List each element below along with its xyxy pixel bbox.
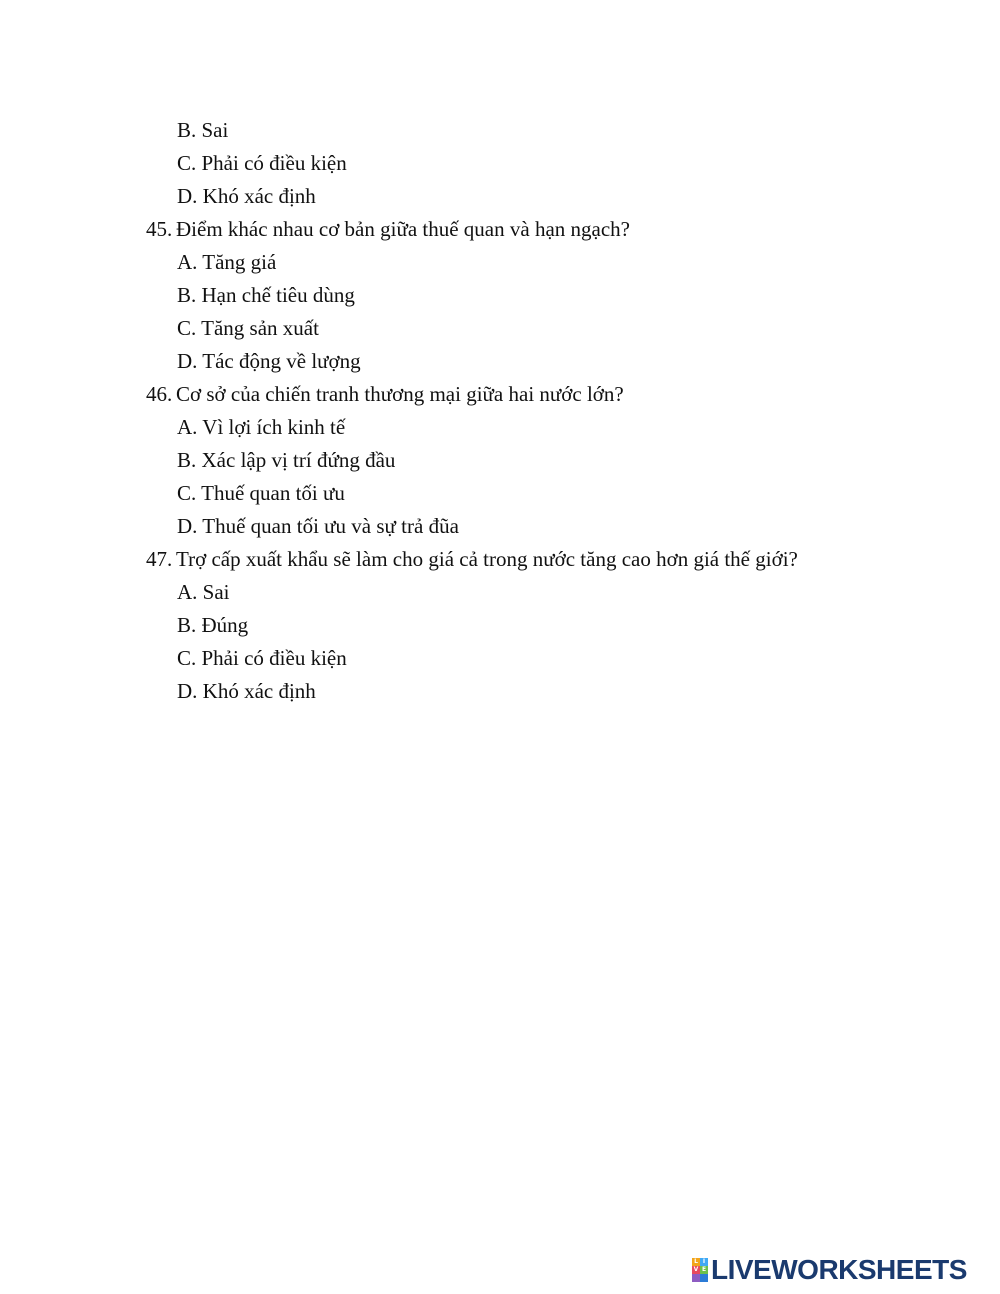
logo-block: I	[700, 1258, 708, 1266]
question-47-option-d: D. Khó xác định	[177, 679, 316, 703]
liveworksheets-logo	[692, 1256, 967, 1284]
question-47-option-b: B. Đúng	[177, 613, 249, 637]
question-45-option-a: A. Tăng giá	[177, 250, 277, 274]
logo-mark-icon	[692, 1258, 708, 1282]
question-45-text: Điểm khác nhau cơ bản giữa thuế quan và hạn ngạch?	[176, 217, 630, 241]
question-45-option-c: C. Tăng sản xuất	[177, 316, 319, 340]
option-c-prev: C. Phải có điều kiện	[177, 151, 347, 175]
logo-block: V	[693, 1266, 699, 1273]
option-b-prev: B. Sai	[177, 118, 229, 142]
logo-block	[692, 1274, 700, 1282]
question-45-number: 45.	[146, 217, 173, 241]
logo-block: E	[701, 1266, 707, 1273]
question-47-text: Trợ cấp xuất khẩu sẽ làm cho giá cả trong nước tăng cao hơn giá thế giới?	[176, 547, 798, 571]
question-46-text: Cơ sở của chiến tranh thương mại giữa hai nước lớn?	[176, 382, 624, 406]
question-47-option-a: A. Sai	[177, 580, 230, 604]
question-45-option-b: B. Hạn chế tiêu dùng	[177, 283, 355, 307]
question-46-option-d: D. Thuế quan tối ưu và sự trả đũa	[177, 514, 459, 538]
logo-block	[700, 1274, 708, 1282]
question-46-option-a: A. Vì lợi ích kinh tế	[177, 415, 346, 439]
logo-text: LIVEWORKSHEETS	[711, 1254, 967, 1285]
question-46-number: 46.	[146, 382, 173, 406]
question-46-option-c: C. Thuế quan tối ưu	[177, 481, 345, 505]
question-47-number: 47.	[146, 547, 173, 571]
logo-block: L	[692, 1258, 700, 1266]
question-46-option-b: B. Xác lập vị trí đứng đầu	[177, 448, 396, 472]
option-d-prev: D. Khó xác định	[177, 184, 316, 208]
question-45-option-d: D. Tác động về lượng	[177, 349, 361, 373]
question-47-option-c: C. Phải có điều kiện	[177, 646, 347, 670]
